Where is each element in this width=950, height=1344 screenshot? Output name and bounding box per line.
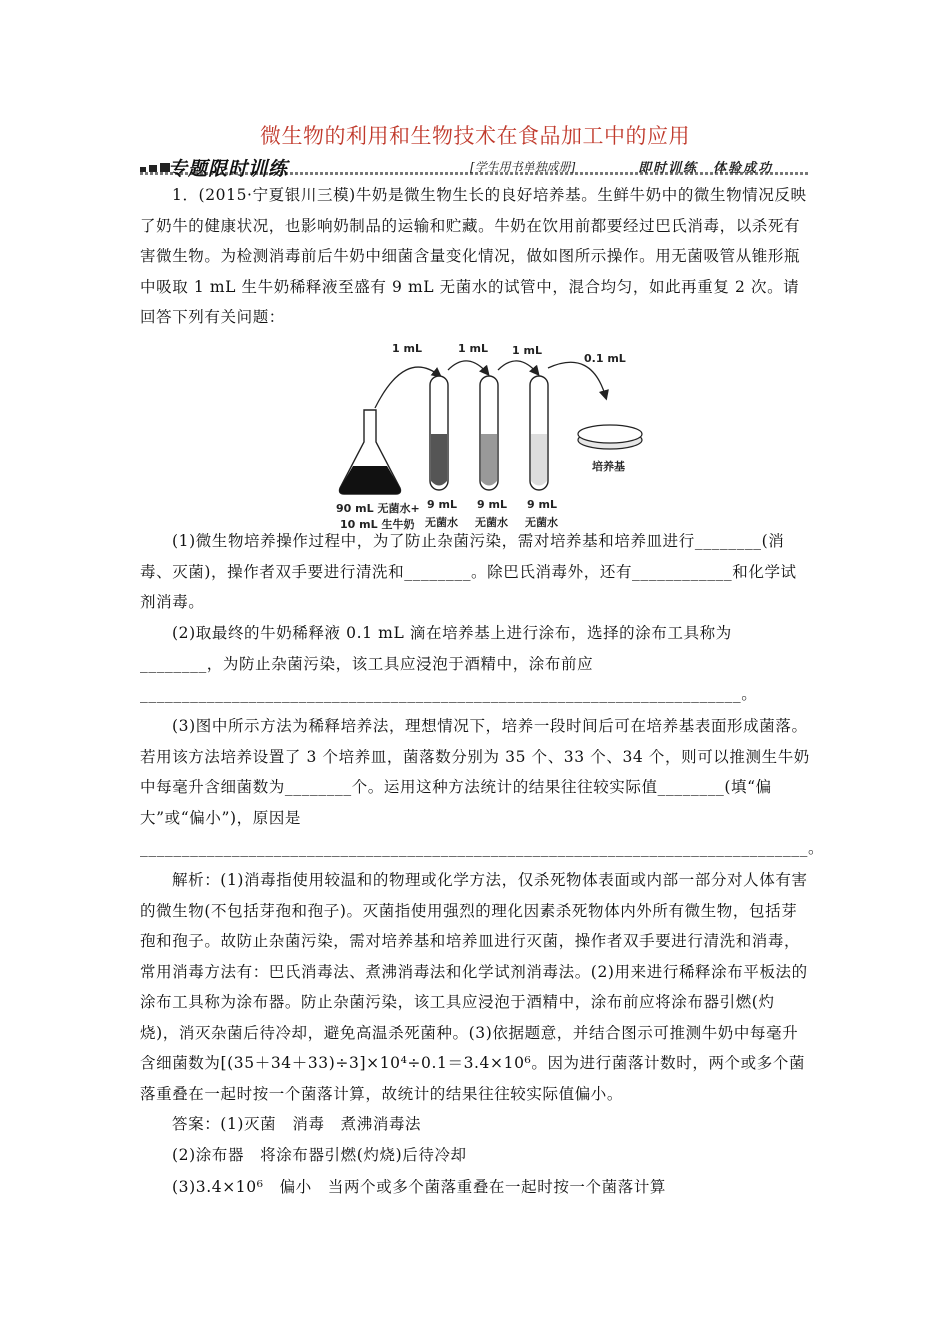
tube-3-water: 无菌水 — [525, 516, 558, 529]
tube-2-water: 无菌水 — [475, 516, 508, 529]
transfer-label-1: 1 mL — [392, 342, 422, 355]
question-intro: 1．(2015·宁夏银川三模)牛奶是微生物生长的良好培养基。生鲜牛奶中的微生物情况反映了奶牛的健康状况，也影响奶制品的运输和贮藏。牛奶在饮用前都要经过巴氏消毒，以杀死有害微生物。为检测消毒前后牛奶中细菌含量变化情况，做如图所示操作。用无菌吸管从锥形瓶中吸取 1 mL 生牛奶稀释液至盛有 9 mL 无菌水的试管中，混合均匀，如此再重复 2 次。请回答下列有关问题： — [140, 186, 807, 326]
transfer-label-2: 1 mL — [458, 342, 488, 355]
dilution-diagram — [330, 338, 650, 534]
tube-1-amount: 9 mL — [427, 498, 457, 511]
answer-line-2: (2)涂布器 将涂布器引燃(灼烧)后待冷却 — [172, 1146, 467, 1164]
tube-2-liquid — [481, 434, 497, 486]
arrow-3 — [498, 361, 538, 374]
tube-3-liquid — [531, 434, 547, 486]
answer-line-3: (3)3.4×10⁶ 偏小 当两个或多个菌落重叠在一起时按一个菌落计算 — [172, 1178, 667, 1196]
plate-label: 培养基 — [592, 460, 625, 473]
section-banner — [140, 152, 810, 180]
tube-2-amount: 9 mL — [477, 498, 507, 511]
question-part-3: (3)图中所示方法为稀释培养法，理想情况下，培养一段时间后可在培养基表面形成菌落。若用该方法培养设置了 3 个培养皿，菌落数分别为 35 个、33 个、34 个，则可以推测生牛奶中每毫升含细菌数为________个。运用这种方法统计的结果往往较实际值________(填“偏大”或“偏小”)，原因是________________________________________________________________________________。 — [140, 717, 825, 857]
answer-line-1: 答案：(1)灭菌 消毒 煮沸消毒法 — [172, 1115, 422, 1133]
arrow-2 — [448, 361, 488, 374]
dilution-figure — [330, 338, 650, 534]
banner-note: [学生用书单独成册] — [470, 160, 576, 174]
banner-slogan: 即时训练 体验成功 — [638, 161, 774, 176]
tube-3-amount: 9 mL — [527, 498, 557, 511]
flask-label-2: 10 mL 生牛奶 — [340, 518, 415, 531]
tube-1-liquid — [431, 434, 447, 486]
transfer-label-4: 0.1 mL — [584, 352, 626, 365]
question-part-1: (1)微生物培养操作过程中，为了防止杂菌污染，需对培养基和培养皿进行________(消毒、灭菌)，操作者双手要进行清洗和________。除巴氏消毒外，还有____________和化学试剂消毒。 — [140, 532, 797, 611]
banner-label: 专题限时训练 — [168, 158, 289, 180]
analysis-text: 解析：(1)消毒指使用较温和的物理或化学方法，仅杀死物体表面或内部一部分对人体有害的微生物(不包括芽孢和孢子)。灭菌指使用强烈的理化因素杀死物体内外所有微生物，包括芽孢和孢子。故防止杂菌污染，需对培养基和培养皿进行灭菌，操作者双手要进行清洗和消毒，常用消毒方法有：巴氏消毒法、煮沸消毒法和化学试剂消毒法。(2)用来进行稀释涂布平板法的涂布工具称为涂布器。防止杂菌污染，该工具应浸泡于酒精中，涂布前应将涂布器引燃(灼烧)，消灭杂菌后待冷却，避免高温杀死菌种。(3)依据题意，并结合图示可推测牛奶中每毫升含细菌数为[(35＋34＋33)÷3]×10⁴÷0.1＝3.4×10⁶。因为进行菌落计数时，两个或多个菌落重叠在一起时按一个菌落计算，故统计的结果往往较实际值偏小。 — [140, 871, 808, 1103]
question-part-2: (2)取最终的牛奶稀释液 0.1 mL 滴在培养基上进行涂布，选择的涂布工具称为________，为防止杂菌污染，该工具应浸泡于酒精中，涂布前应________________________________________________________________________。 — [140, 624, 758, 703]
page-title: 微生物的利用和生物技术在食品加工中的应用 — [260, 124, 690, 148]
culture-plate-top — [578, 425, 642, 443]
flask-label-1: 90 mL 无菌水+ — [336, 502, 420, 515]
tube-1-water: 无菌水 — [425, 516, 458, 529]
transfer-label-3: 1 mL — [512, 344, 542, 357]
arrow-4 — [548, 362, 606, 398]
